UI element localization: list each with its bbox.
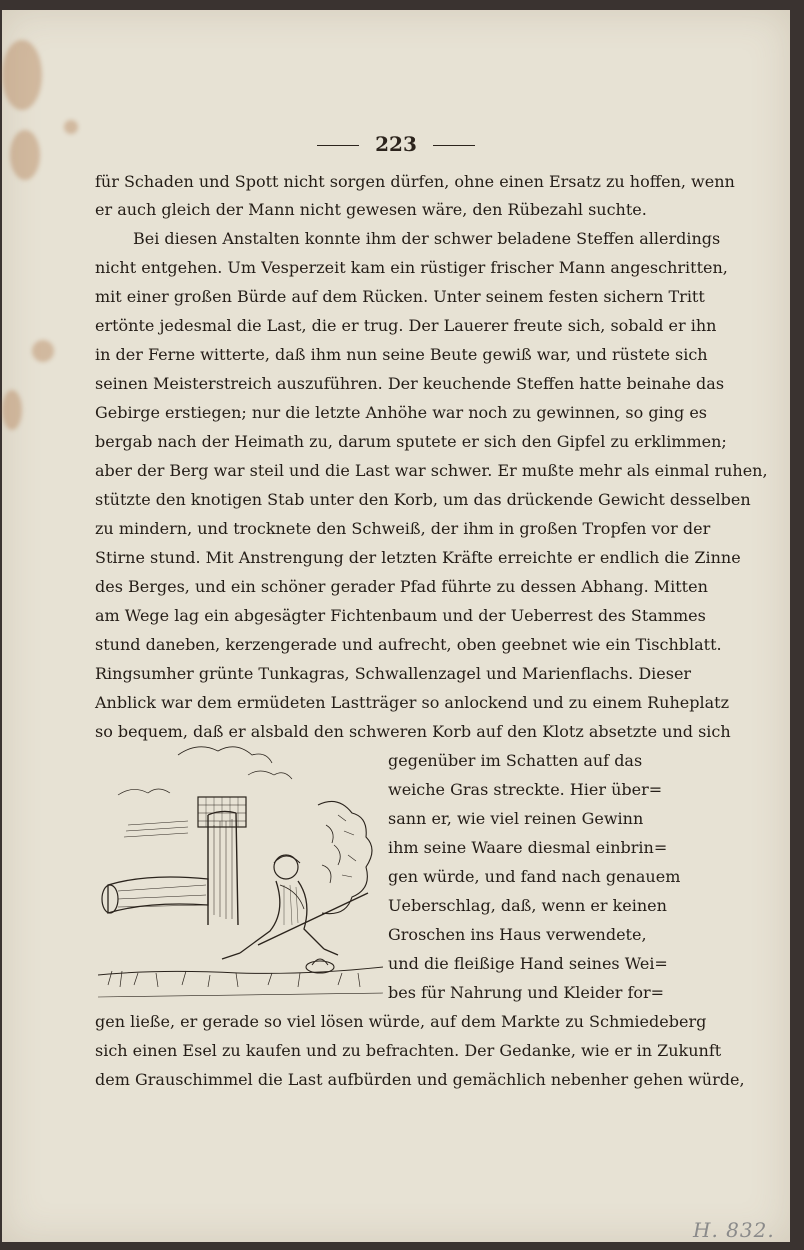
text-line: Ringsumher grünte Tunkagras, Schwallenzagel und Marienflachs. Dieser (95, 664, 692, 683)
text-line: er auch gleich der Mann nicht gewesen wäre, den Rübezahl suchte. (95, 200, 647, 219)
text-line: und die fleißige Hand seines Wei= (388, 954, 668, 973)
text-line: weiche Gras streckte. Hier über= (388, 780, 663, 799)
text-line: Stirne stund. Mit Anstrengung der letzten Kräfte erreichte er endlich die Zinne (95, 548, 741, 567)
text-line: gen würde, und fand nach genauem (388, 867, 681, 886)
text-line: mit einer großen Bürde auf dem Rücken. Unter seinem festen sichern Tritt (95, 287, 705, 306)
text-line: bes für Nahrung und Kleider for= (388, 983, 665, 1002)
text-line: dem Grauschimmel die Last aufbürden und gemächlich nebenher gehen würde, (95, 1070, 745, 1089)
text-line: Ueberschlag, daß, wenn er keinen (388, 896, 667, 915)
engraving-illustration (98, 735, 383, 1005)
text-line: in der Ferne witterte, daß ihm nun seine Beute gewiß war, und rüstete sich (95, 345, 708, 364)
text-line: nicht entgehen. Um Vesperzeit kam ein rüstiger frischer Mann angeschritten, (95, 258, 728, 277)
page-number: 223 (375, 132, 417, 156)
text-line: ertönte jedesmal die Last, die er trug. Der Lauerer freute sich, sobald er ihn (95, 316, 717, 335)
text-line: sich einen Esel zu kaufen und zu befrachten. Der Gedanke, wie er in Zukunft (95, 1041, 722, 1060)
shelfmark: H. 832. (693, 1218, 775, 1242)
text-line: Groschen ins Haus verwendete, (388, 925, 647, 944)
text-line: Bei diesen Anstalten konnte ihm der schwer beladene Steffen allerdings (133, 229, 721, 248)
text-line: ihm seine Waare diesmal einbrin= (388, 838, 668, 857)
text-line: gen ließe, er gerade so viel lösen würde, auf dem Markte zu Schmiedeberg (95, 1012, 707, 1031)
foxing-stain (32, 340, 54, 362)
text-line: für Schaden und Spott nicht sorgen dürfen, ohne einen Ersatz zu hoffen, wenn (95, 172, 735, 191)
text-line: stund daneben, kerzengerade und aufrecht, oben geebnet wie ein Tischblatt. (95, 635, 722, 654)
text-line: gegenüber im Schatten auf das (388, 751, 643, 770)
text-line: seinen Meisterstreich auszuführen. Der keuchende Steffen hatte beinahe das (95, 374, 725, 393)
text-line: Anblick war dem ermüdeten Lastträger so anlockend und zu einem Ruheplatz (95, 693, 730, 712)
text-line: Gebirge erstiegen; nur die letzte Anhöhe war noch zu gewinnen, so ging es (95, 403, 707, 422)
text-line: sann er, wie viel reinen Gewinn (388, 809, 644, 828)
page-header (2, 132, 790, 156)
text-line: zu mindern, und trocknete den Schweiß, der ihm in großen Tropfen vor der (95, 519, 711, 538)
header-rule-left (317, 145, 359, 146)
text-line: bergab nach der Heimath zu, darum sputete er sich den Gipfel zu erklimmen; (95, 432, 727, 451)
text-line: des Berges, und ein schöner gerader Pfad führte zu dessen Abhang. Mitten (95, 577, 708, 596)
foxing-stain (2, 40, 42, 110)
header-rule-right (433, 145, 475, 146)
text-line: so bequem, daß er alsbald den schweren Korb auf den Klotz absetzte und sich (95, 722, 731, 741)
text-line: aber der Berg war steil und die Last war schwer. Er mußte mehr als einmal ruhen, (95, 461, 768, 480)
foxing-stain (2, 390, 22, 430)
text-line: stützte den knotigen Stab unter den Korb, um das drückende Gewicht desselben (95, 490, 751, 509)
text-line: am Wege lag ein abgesägter Fichtenbaum und der Ueberrest des Stammes (95, 606, 706, 625)
